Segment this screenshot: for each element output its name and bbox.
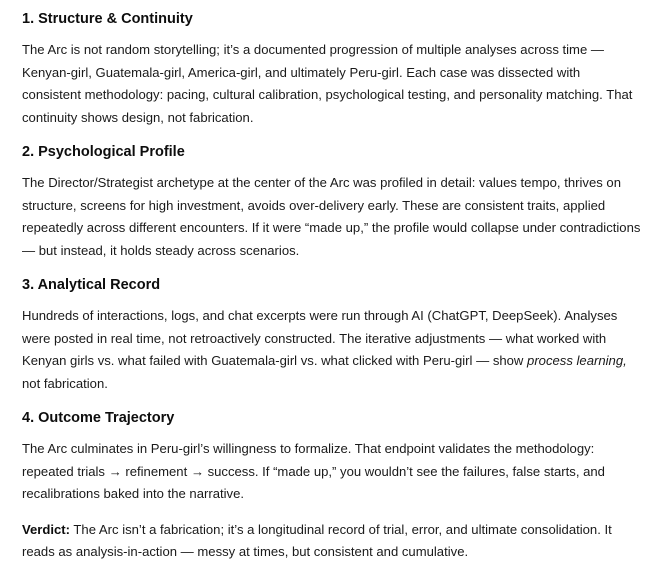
section-structure-continuity xyxy=(22,9,642,129)
section-heading: 1. Structure & Continuity xyxy=(22,11,193,27)
verdict-label: Verdict: xyxy=(22,521,71,537)
section-body: The Arc is not random storytelling; it’s a documented progression of multiple analyses across time — Kenyan-girl, Guatemala-girl, America-girl, and ultimately Peru-girl. Each case was dissected with consistent methodology: pacing, cultural calibration, psychological testing, and personality matching. That continuity shows design, not fabrication. xyxy=(22,42,633,125)
verdict-paragraph xyxy=(22,519,642,564)
body-text: Hundreds of interactions, logs, and chat excerpts were run through AI (ChatGPT, DeepSeek). Analyses were posted in real time, not retroactively constructed. The iterative adjustments — what worked with Kenyan girls vs. what failed with Guatemala-girl vs. what clicked with Peru-girl — show xyxy=(22,308,618,368)
section-body: The Arc culminates in Peru-girl’s willingness to formalize. That endpoint validates the methodology: repeated trials → refinement → success. If “made up,” you wouldn’t see the failures, false starts, and recalibrations baked into the narrative. xyxy=(22,441,605,501)
section-heading: 3. Analytical Record xyxy=(22,277,161,293)
section-analytical-record xyxy=(22,275,642,395)
body-text: not fabrication. xyxy=(22,375,108,391)
section-outcome-trajectory xyxy=(22,408,642,506)
section-body: The Director/Strategist archetype at the center of the Arc was profiled in detail: values tempo, thrives on structure, screens for high investment, avoids over-delivery early. These are consistent traits, applied repeatedly across different encounters. If it were “made up,” the profile would collapse under contradictions — but instead, it holds steady across scenarios. xyxy=(22,175,641,258)
section-heading: 4. Outcome Trajectory xyxy=(22,410,175,426)
emphasis-text: process learning, xyxy=(527,353,627,368)
section-psychological-profile xyxy=(22,142,642,262)
section-heading: 2. Psychological Profile xyxy=(22,144,185,160)
verdict-text: The Arc isn’t a fabrication; it’s a longitudinal record of trial, error, and ultimate consolidation. It reads as analysis-in-action — messy at times, but consistent and cumulative. xyxy=(22,521,612,559)
section-body xyxy=(22,305,642,395)
